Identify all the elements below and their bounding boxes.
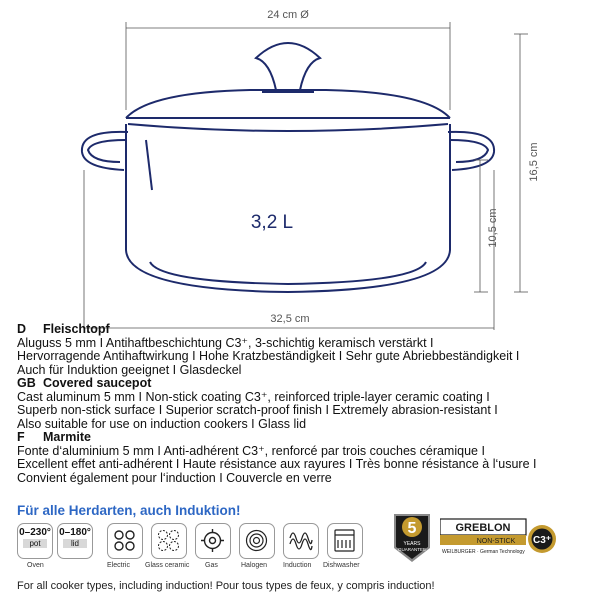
headline: Für alle Herdarten, auch Induktion! bbox=[17, 503, 241, 518]
icon-caption-electric: Electric bbox=[107, 562, 130, 569]
badge-line2: GUARANTEE bbox=[397, 547, 427, 552]
left-handle bbox=[88, 140, 126, 162]
guarantee-badge bbox=[390, 512, 434, 564]
description-line: Convient également pour l‘induction I Couvercle en verre bbox=[17, 470, 332, 485]
description-line: Auch für Induktion geeignet I Glasdeckel bbox=[17, 362, 242, 377]
pot-temp: 0–230° bbox=[19, 527, 51, 538]
section-title: Marmite bbox=[43, 430, 91, 444]
brand-name: GREBLON bbox=[455, 522, 511, 534]
lid-label: lid bbox=[63, 539, 87, 548]
pot-body bbox=[126, 124, 450, 292]
language-code: F bbox=[17, 430, 25, 444]
dim-total-height: 16,5 cm bbox=[528, 142, 540, 182]
lid-temp: 0–180° bbox=[59, 527, 91, 538]
brand-sub: NON-STICK bbox=[476, 538, 516, 545]
description-block bbox=[17, 323, 587, 485]
dim-bottom-width: 32,5 cm bbox=[270, 313, 310, 325]
description-line: Cast aluminum 5 mm I Non-stick coating C3⁺, reinforced triple-layer ceramic coating I bbox=[17, 389, 490, 404]
description-line: Superb non-stick surface I Superior scratch-proof finish I Extremely abrasion-resistant I bbox=[17, 403, 498, 417]
halogen-icon bbox=[239, 523, 275, 559]
section-title: Covered saucepot bbox=[43, 376, 152, 390]
section-heading bbox=[17, 377, 587, 391]
icon-caption-oven: Oven bbox=[27, 562, 44, 569]
oven-pot-temp-icon bbox=[17, 523, 53, 559]
icon-caption-dishwasher: Dishwasher bbox=[323, 562, 360, 569]
lid-dome bbox=[126, 90, 450, 118]
glass-ceramic-icon bbox=[151, 523, 187, 559]
icon-caption-halogen: Halogen bbox=[241, 562, 268, 569]
lid-knob bbox=[256, 43, 320, 90]
description-line: Hervorragende Antihaftwirkung I Hohe Kratzbeständigkeit I Sehr gute Abriebbeständigkeit I bbox=[17, 349, 520, 363]
icon-caption-glass-ceramic: Glass ceramic bbox=[145, 562, 190, 569]
language-code: D bbox=[17, 322, 27, 336]
right-handle bbox=[450, 140, 488, 162]
pot-label: pot bbox=[23, 539, 47, 548]
section-de bbox=[17, 323, 587, 377]
dim-top-diameter: 24 cm Ø bbox=[267, 9, 309, 21]
language-code: GB bbox=[17, 376, 36, 390]
brand-tagline: WEILBURGER · German Technology bbox=[442, 549, 525, 555]
brand-coating: C3⁺ bbox=[532, 535, 552, 546]
section-title: Fleischtopf bbox=[43, 322, 110, 336]
badge-line1: YEARS bbox=[403, 541, 421, 547]
section-heading bbox=[17, 323, 587, 337]
description-line: Aluguss 5 mm I Antihaftbeschichtung C3⁺, 3-schichtig keramisch verstärkt I bbox=[17, 335, 434, 350]
section-gb bbox=[17, 377, 587, 431]
icon-caption-induction: Induction bbox=[283, 562, 312, 569]
induction-icon bbox=[283, 523, 319, 559]
dim-body-height: 10,5 cm bbox=[487, 208, 499, 248]
gas-icon bbox=[195, 523, 231, 559]
description-line: Excellent effet anti-adhérent I Haute résistance aux rayures I Très bonne résistance à l‘usure I bbox=[17, 457, 537, 471]
greblon-logo bbox=[440, 515, 558, 565]
description-line: Also suitable for use on induction cookers I Glass lid bbox=[17, 416, 307, 431]
section-f bbox=[17, 431, 587, 485]
footer-text: For all cooker types, including induction! Pour tous types de feux, y compris induction! bbox=[17, 580, 435, 592]
capacity-label: 3,2 L bbox=[250, 212, 294, 233]
icon-caption-gas: Gas bbox=[205, 562, 218, 569]
description-line: Fonte d‘aluminium 5 mm I Anti-adhérent C3⁺, renforcé par trois couches céramique I bbox=[17, 443, 485, 458]
oven-lid-temp-icon bbox=[57, 523, 93, 559]
section-heading bbox=[17, 431, 587, 445]
badge-number: 5 bbox=[407, 520, 417, 537]
dishwasher-icon bbox=[327, 523, 363, 559]
electric-hob-icon bbox=[107, 523, 143, 559]
